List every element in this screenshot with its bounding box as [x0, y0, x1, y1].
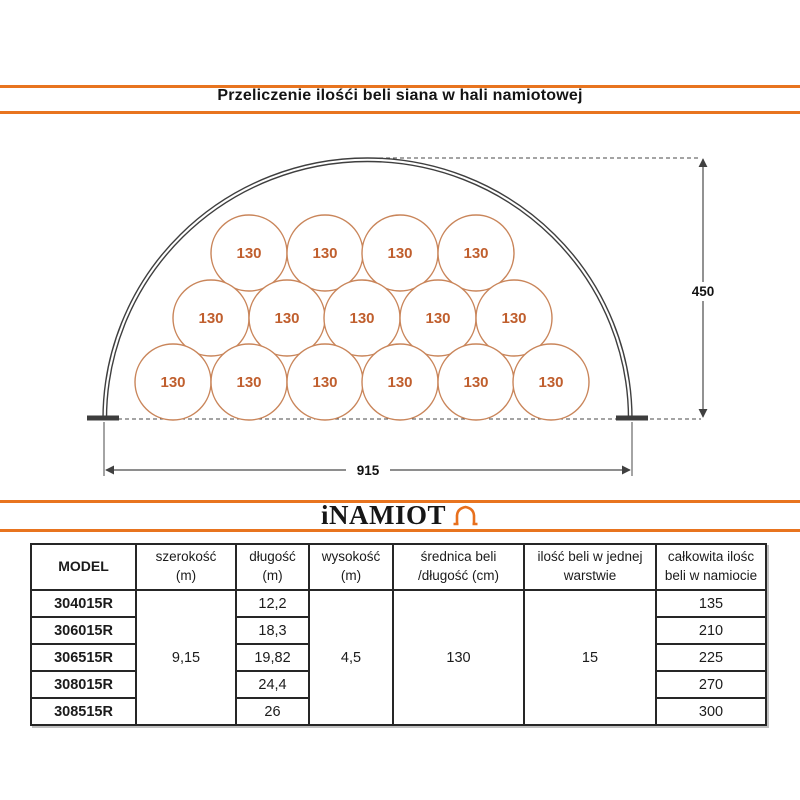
- dlugosc-cell: 24,4: [236, 671, 309, 698]
- table-row: [31, 590, 766, 617]
- bale-diameter-label: 130: [387, 245, 413, 262]
- bale-diameter-label: 130: [236, 245, 262, 262]
- width-dimension-label: 915: [356, 463, 380, 478]
- page-title: Przeliczenie ilośći beli siana w hali namiotowej: [217, 87, 583, 104]
- spec-table: [30, 543, 767, 726]
- height-dimension-label: 450: [691, 284, 715, 299]
- header-line: (m): [262, 568, 283, 583]
- dlugosc-cell: 12,2: [236, 590, 309, 617]
- logo-band-bottom-rule: [0, 529, 800, 532]
- bale-diameter-label: 130: [160, 374, 186, 391]
- dlugosc-cell: 26: [236, 698, 309, 725]
- bale-diameter-label: 130: [274, 310, 300, 327]
- bale-diameter-label: 130: [538, 374, 564, 391]
- header-line: wysokość: [321, 549, 381, 565]
- model-cell: 308515R: [31, 698, 136, 725]
- tent-arch-icon: [452, 504, 479, 527]
- title-band-bottom-rule: [0, 111, 800, 114]
- header-line: /długość (cm): [417, 568, 500, 583]
- header-line: (m): [175, 568, 197, 583]
- srednica-merged-cell: 130: [393, 590, 524, 725]
- table-header-row: [31, 544, 766, 590]
- model-cell: 306015R: [31, 617, 136, 644]
- dlugosc-cell: 18,3: [236, 617, 309, 644]
- col-header-szerokosc: [136, 544, 236, 590]
- bale-diameter-label: 130: [425, 310, 451, 327]
- bale-diameter-label: 130: [501, 310, 527, 327]
- wysokosc-merged-cell: 4,5: [309, 590, 393, 725]
- header-line: MODEL: [58, 558, 109, 575]
- model-cell: 308015R: [31, 671, 136, 698]
- tent-foot-left: [87, 416, 119, 421]
- bale-diameter-label: 130: [312, 374, 338, 391]
- bale-diameter-label: 130: [236, 374, 262, 391]
- bale-diameter-label: 130: [312, 245, 338, 262]
- col-header-ilosc-warstwa: [524, 544, 656, 590]
- model-cell: 306515R: [31, 644, 136, 671]
- bale-stack: [135, 215, 589, 420]
- header-line: średnica beli: [420, 549, 497, 565]
- header-line: ilość beli w jednej: [537, 549, 643, 565]
- col-header-wysokosc: [309, 544, 393, 590]
- col-header-srednica: [393, 544, 524, 590]
- logo: [0, 501, 800, 529]
- ilosc-merged-cell: 15: [524, 590, 656, 725]
- calkowita-cell: 300: [656, 698, 766, 725]
- bale-diameter-label: 130: [463, 245, 489, 262]
- calkowita-cell: 270: [656, 671, 766, 698]
- header-line: szerokość: [155, 549, 217, 565]
- col-header-model: [31, 544, 136, 590]
- header-line: całkowita ilośc: [667, 549, 755, 565]
- header-line: warstwie: [563, 568, 617, 583]
- bale-diameter-label: 130: [387, 374, 413, 391]
- model-cell: 304015R: [31, 590, 136, 617]
- bale-diameter-label: 130: [463, 374, 489, 391]
- bale-diameter-label: 130: [198, 310, 224, 327]
- header-line: beli w namiocie: [664, 568, 758, 583]
- dlugosc-cell: 19,82: [236, 644, 309, 671]
- calkowita-cell: 210: [656, 617, 766, 644]
- header-line: (m): [340, 568, 362, 583]
- tent-cross-section-diagram: [0, 140, 800, 495]
- tent-foot-right: [616, 416, 648, 421]
- col-header-dlugosc: [236, 544, 309, 590]
- calkowita-cell: 225: [656, 644, 766, 671]
- logo-wordmark: iNAMIOT: [321, 499, 446, 530]
- bale-diameter-label: 130: [349, 310, 375, 327]
- szerokosc-merged-cell: 9,15: [136, 590, 236, 725]
- header-line: długość: [249, 549, 296, 565]
- calkowita-cell: 135: [656, 590, 766, 617]
- col-header-calkowita: [656, 544, 766, 590]
